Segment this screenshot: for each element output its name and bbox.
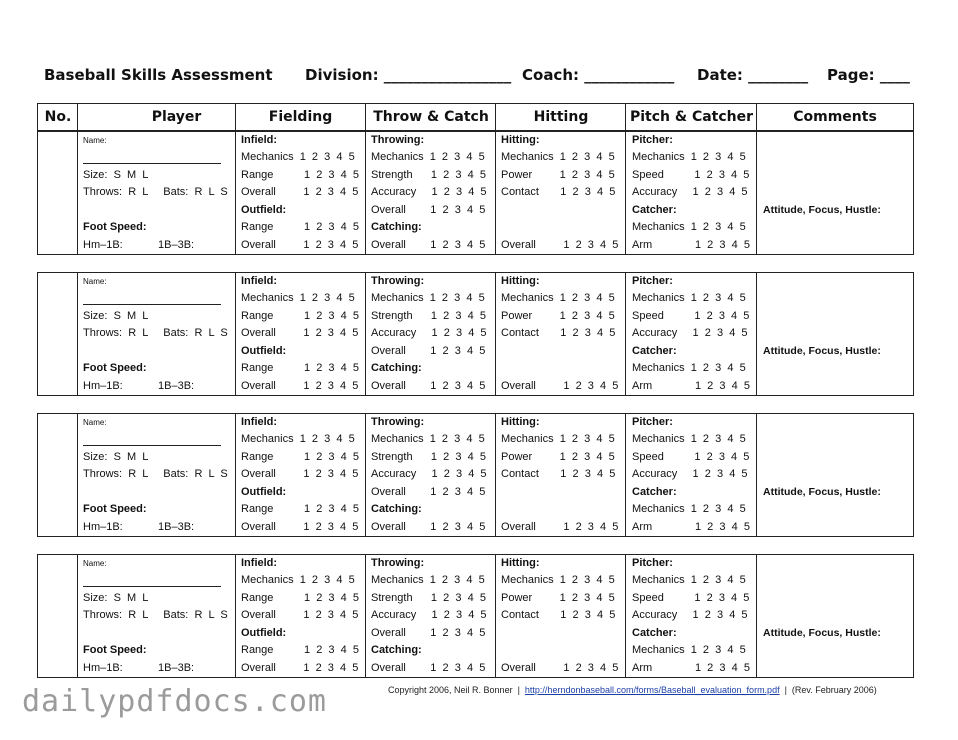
- name-label: Name:: [83, 136, 107, 145]
- name-label: Name:: [83, 277, 107, 286]
- infield-overall-rating: Overall 1 2 3 4 5: [241, 609, 359, 621]
- catcher-mechanics-rating: Mechanics 1 2 3 4 5: [632, 362, 746, 374]
- infield-range-rating: Range 1 2 3 4 5: [241, 310, 360, 322]
- throws-bats-options: Throws: R L Bats: R L S: [83, 186, 228, 198]
- hm-1b-label: Hm–1B:: [83, 239, 123, 251]
- catcher-heading: Catcher:: [632, 486, 677, 498]
- throwing-mechanics-rating: Mechanics 1 2 3 4 5: [371, 433, 485, 445]
- throws-bats-options: Throws: R L Bats: R L S: [83, 327, 228, 339]
- infield-mechanics-rating: Mechanics 1 2 3 4 5: [241, 292, 355, 304]
- throwing-strength-rating: Strength 1 2 3 4 5: [371, 451, 486, 463]
- foot-speed-label: Foot Speed:: [83, 644, 147, 656]
- division-field: Division: _________________: [305, 66, 512, 84]
- date-field: Date: ________: [697, 66, 809, 84]
- catcher-mechanics-rating: Mechanics 1 2 3 4 5: [632, 503, 746, 515]
- catcher-arm-rating: Arm 1 2 3 4 5: [632, 239, 750, 251]
- throwing-accuracy-rating: Accuracy 1 2 3 4 5: [371, 468, 487, 480]
- throwing-strength-rating: Strength 1 2 3 4 5: [371, 592, 486, 604]
- infield-overall-rating: Overall 1 2 3 4 5: [241, 468, 359, 480]
- throwing-mechanics-rating: Mechanics 1 2 3 4 5: [371, 574, 485, 586]
- column-divider: [365, 132, 366, 254]
- throwing-strength-rating: Strength 1 2 3 4 5: [371, 169, 486, 181]
- size-options: Size: S M L: [83, 169, 149, 181]
- hitting-heading: Hitting:: [501, 275, 540, 287]
- size-options: Size: S M L: [83, 310, 149, 322]
- pitcher-heading: Pitcher:: [632, 557, 673, 569]
- column-divider: [495, 132, 496, 254]
- hitting-mechanics-rating: Mechanics 1 2 3 4 5: [501, 433, 615, 445]
- hitting-power-rating: Power 1 2 3 4 5: [501, 310, 615, 322]
- catching-overall-rating: Overall 1 2 3 4 5: [371, 239, 486, 251]
- comments-prompt: Attitude, Focus, Hustle:: [763, 486, 881, 498]
- throwing-overall-rating: Overall 1 2 3 4 5: [371, 486, 486, 498]
- infield-range-rating: Range 1 2 3 4 5: [241, 169, 360, 181]
- name-entry-line[interactable]: [83, 445, 221, 446]
- column-divider: [756, 104, 757, 130]
- foot-speed-label: Foot Speed:: [83, 503, 147, 515]
- catcher-mechanics-rating: Mechanics 1 2 3 4 5: [632, 221, 746, 233]
- column-header-pitch-catcher: Pitch & Catcher: [629, 109, 754, 125]
- hitting-heading: Hitting:: [501, 416, 540, 428]
- outfield-heading: Outfield:: [241, 204, 287, 216]
- hitting-overall-rating: Overall 1 2 3 4 5: [501, 521, 619, 533]
- catching-heading: Catching:: [371, 503, 422, 515]
- column-divider: [235, 104, 236, 130]
- hitting-contact-rating: Contact 1 2 3 4 5: [501, 468, 616, 480]
- throwing-mechanics-rating: Mechanics 1 2 3 4 5: [371, 151, 485, 163]
- column-divider: [235, 414, 236, 536]
- form-header: [44, 66, 914, 86]
- outfield-overall-rating: Overall 1 2 3 4 5: [241, 521, 359, 533]
- column-divider: [756, 132, 757, 254]
- column-divider: [625, 104, 626, 130]
- catching-heading: Catching:: [371, 362, 422, 374]
- catcher-mechanics-rating: Mechanics 1 2 3 4 5: [632, 644, 746, 656]
- pitcher-mechanics-rating: Mechanics 1 2 3 4 5: [632, 433, 746, 445]
- column-divider: [495, 555, 496, 677]
- column-divider: [365, 104, 366, 130]
- column-divider: [625, 132, 626, 254]
- column-divider: [365, 414, 366, 536]
- hitting-mechanics-rating: Mechanics 1 2 3 4 5: [501, 574, 615, 586]
- pitcher-accuracy-rating: Accuracy 1 2 3 4 5: [632, 186, 748, 198]
- infield-heading: Infield:: [241, 134, 278, 146]
- hitting-mechanics-rating: Mechanics 1 2 3 4 5: [501, 151, 615, 163]
- column-divider: [495, 104, 496, 130]
- column-header-hitting: Hitting: [533, 109, 589, 125]
- infield-heading: Infield:: [241, 275, 278, 287]
- pitcher-heading: Pitcher:: [632, 134, 673, 146]
- foot-speed-label: Foot Speed:: [83, 362, 147, 374]
- catching-overall-rating: Overall 1 2 3 4 5: [371, 380, 486, 392]
- outfield-overall-rating: Overall 1 2 3 4 5: [241, 380, 359, 392]
- name-label: Name:: [83, 559, 107, 568]
- column-divider: [77, 414, 78, 536]
- hm-1b-label: Hm–1B:: [83, 380, 123, 392]
- size-options: Size: S M L: [83, 592, 149, 604]
- infield-overall-rating: Overall 1 2 3 4 5: [241, 186, 359, 198]
- outfield-range-rating: Range 1 2 3 4 5: [241, 644, 360, 656]
- player-assessment-block: [37, 413, 914, 537]
- column-divider: [235, 555, 236, 677]
- column-divider: [756, 273, 757, 395]
- infield-mechanics-rating: Mechanics 1 2 3 4 5: [241, 433, 355, 445]
- infield-mechanics-rating: Mechanics 1 2 3 4 5: [241, 151, 355, 163]
- pitcher-heading: Pitcher:: [632, 275, 673, 287]
- infield-range-rating: Range 1 2 3 4 5: [241, 592, 360, 604]
- 1b-3b-label: 1B–3B:: [158, 521, 195, 533]
- pitcher-speed-rating: Speed 1 2 3 4 5: [632, 169, 750, 181]
- form-title: Baseball Skills Assessment: [44, 66, 273, 84]
- outfield-range-rating: Range 1 2 3 4 5: [241, 362, 360, 374]
- throwing-heading: Throwing:: [371, 416, 425, 428]
- 1b-3b-label: 1B–3B:: [158, 662, 195, 674]
- throws-bats-options: Throws: R L Bats: R L S: [83, 609, 228, 621]
- comments-prompt: Attitude, Focus, Hustle:: [763, 627, 881, 639]
- hitting-mechanics-rating: Mechanics 1 2 3 4 5: [501, 292, 615, 304]
- catching-heading: Catching:: [371, 644, 422, 656]
- 1b-3b-label: 1B–3B:: [158, 380, 195, 392]
- infield-heading: Infield:: [241, 557, 278, 569]
- column-divider: [77, 273, 78, 395]
- outfield-overall-rating: Overall 1 2 3 4 5: [241, 662, 359, 674]
- outfield-range-rating: Range 1 2 3 4 5: [241, 221, 360, 233]
- hitting-power-rating: Power 1 2 3 4 5: [501, 592, 615, 604]
- throwing-heading: Throwing:: [371, 275, 425, 287]
- hitting-overall-rating: Overall 1 2 3 4 5: [501, 380, 619, 392]
- hitting-overall-rating: Overall 1 2 3 4 5: [501, 239, 619, 251]
- page-field: Page: ____: [827, 66, 910, 84]
- hm-1b-label: Hm–1B:: [83, 521, 123, 533]
- column-header-throw-catch: Throw & Catch: [373, 109, 489, 125]
- pitcher-accuracy-rating: Accuracy 1 2 3 4 5: [632, 327, 748, 339]
- comments-prompt: Attitude, Focus, Hustle:: [763, 204, 881, 216]
- pitcher-speed-rating: Speed 1 2 3 4 5: [632, 451, 750, 463]
- outfield-overall-rating: Overall 1 2 3 4 5: [241, 239, 359, 251]
- column-divider: [77, 132, 78, 254]
- name-entry-line[interactable]: [83, 163, 221, 164]
- column-divider: [365, 273, 366, 395]
- copyright-text: Copyright 2006, Neil R. Bonner |: [388, 685, 525, 695]
- player-assessment-block: [37, 272, 914, 396]
- column-header-no: No.: [44, 109, 72, 125]
- hitting-heading: Hitting:: [501, 557, 540, 569]
- catching-overall-rating: Overall 1 2 3 4 5: [371, 521, 486, 533]
- column-divider: [235, 132, 236, 254]
- throwing-overall-rating: Overall 1 2 3 4 5: [371, 627, 486, 639]
- outfield-heading: Outfield:: [241, 345, 287, 357]
- column-divider: [495, 273, 496, 395]
- catching-overall-rating: Overall 1 2 3 4 5: [371, 662, 486, 674]
- column-header-player: Player: [151, 109, 202, 125]
- pitcher-heading: Pitcher:: [632, 416, 673, 428]
- column-header-fielding: Fielding: [268, 109, 333, 125]
- column-divider: [625, 273, 626, 395]
- throwing-overall-rating: Overall 1 2 3 4 5: [371, 345, 486, 357]
- pitcher-mechanics-rating: Mechanics 1 2 3 4 5: [632, 151, 746, 163]
- outfield-heading: Outfield:: [241, 486, 287, 498]
- catcher-arm-rating: Arm 1 2 3 4 5: [632, 662, 750, 674]
- name-label: Name:: [83, 418, 107, 427]
- catcher-heading: Catcher:: [632, 345, 677, 357]
- size-options: Size: S M L: [83, 451, 149, 463]
- hitting-contact-rating: Contact 1 2 3 4 5: [501, 327, 616, 339]
- throwing-accuracy-rating: Accuracy 1 2 3 4 5: [371, 327, 487, 339]
- hitting-power-rating: Power 1 2 3 4 5: [501, 451, 615, 463]
- outfield-range-rating: Range 1 2 3 4 5: [241, 503, 360, 515]
- throwing-accuracy-rating: Accuracy 1 2 3 4 5: [371, 609, 487, 621]
- throwing-mechanics-rating: Mechanics 1 2 3 4 5: [371, 292, 485, 304]
- infield-overall-rating: Overall 1 2 3 4 5: [241, 327, 359, 339]
- player-assessment-block: [37, 554, 914, 678]
- catcher-arm-rating: Arm 1 2 3 4 5: [632, 380, 750, 392]
- watermark: dailypdfdocs.com: [22, 684, 327, 719]
- revision-text: | (Rev. February 2006): [779, 685, 877, 695]
- hitting-contact-rating: Contact 1 2 3 4 5: [501, 186, 616, 198]
- column-divider: [495, 414, 496, 536]
- column-divider: [756, 414, 757, 536]
- pitcher-mechanics-rating: Mechanics 1 2 3 4 5: [632, 292, 746, 304]
- throwing-strength-rating: Strength 1 2 3 4 5: [371, 310, 486, 322]
- pitcher-speed-rating: Speed 1 2 3 4 5: [632, 592, 750, 604]
- column-divider: [235, 273, 236, 395]
- 1b-3b-label: 1B–3B:: [158, 239, 195, 251]
- foot-speed-label: Foot Speed:: [83, 221, 147, 233]
- column-divider: [756, 555, 757, 677]
- column-header-row: [37, 103, 914, 131]
- throwing-accuracy-rating: Accuracy 1 2 3 4 5: [371, 186, 487, 198]
- catching-heading: Catching:: [371, 221, 422, 233]
- pitcher-speed-rating: Speed 1 2 3 4 5: [632, 310, 750, 322]
- coach-field: Coach: ____________: [522, 66, 675, 84]
- throwing-heading: Throwing:: [371, 557, 425, 569]
- footer-copyright: [388, 685, 877, 695]
- hm-1b-label: Hm–1B:: [83, 662, 123, 674]
- catcher-heading: Catcher:: [632, 204, 677, 216]
- infield-range-rating: Range 1 2 3 4 5: [241, 451, 360, 463]
- column-divider: [625, 555, 626, 677]
- hitting-heading: Hitting:: [501, 134, 540, 146]
- comments-prompt: Attitude, Focus, Hustle:: [763, 345, 881, 357]
- pitcher-mechanics-rating: Mechanics 1 2 3 4 5: [632, 574, 746, 586]
- catcher-arm-rating: Arm 1 2 3 4 5: [632, 521, 750, 533]
- throwing-heading: Throwing:: [371, 134, 425, 146]
- hitting-power-rating: Power 1 2 3 4 5: [501, 169, 615, 181]
- hitting-overall-rating: Overall 1 2 3 4 5: [501, 662, 619, 674]
- pitcher-accuracy-rating: Accuracy 1 2 3 4 5: [632, 468, 748, 480]
- name-entry-line[interactable]: [83, 304, 221, 305]
- name-entry-line[interactable]: [83, 586, 221, 587]
- column-header-comments: Comments: [793, 109, 877, 125]
- column-divider: [77, 104, 78, 130]
- infield-mechanics-rating: Mechanics 1 2 3 4 5: [241, 574, 355, 586]
- catcher-heading: Catcher:: [632, 627, 677, 639]
- player-assessment-block: [37, 131, 914, 255]
- pitcher-accuracy-rating: Accuracy 1 2 3 4 5: [632, 609, 748, 621]
- throwing-overall-rating: Overall 1 2 3 4 5: [371, 204, 486, 216]
- column-divider: [77, 555, 78, 677]
- column-divider: [625, 414, 626, 536]
- form-url-link[interactable]: http://herndonbaseball.com/forms/Baseball_evaluation_form.pdf: [524, 685, 780, 695]
- column-divider: [365, 555, 366, 677]
- infield-heading: Infield:: [241, 416, 278, 428]
- outfield-heading: Outfield:: [241, 627, 287, 639]
- hitting-contact-rating: Contact 1 2 3 4 5: [501, 609, 616, 621]
- throws-bats-options: Throws: R L Bats: R L S: [83, 468, 228, 480]
